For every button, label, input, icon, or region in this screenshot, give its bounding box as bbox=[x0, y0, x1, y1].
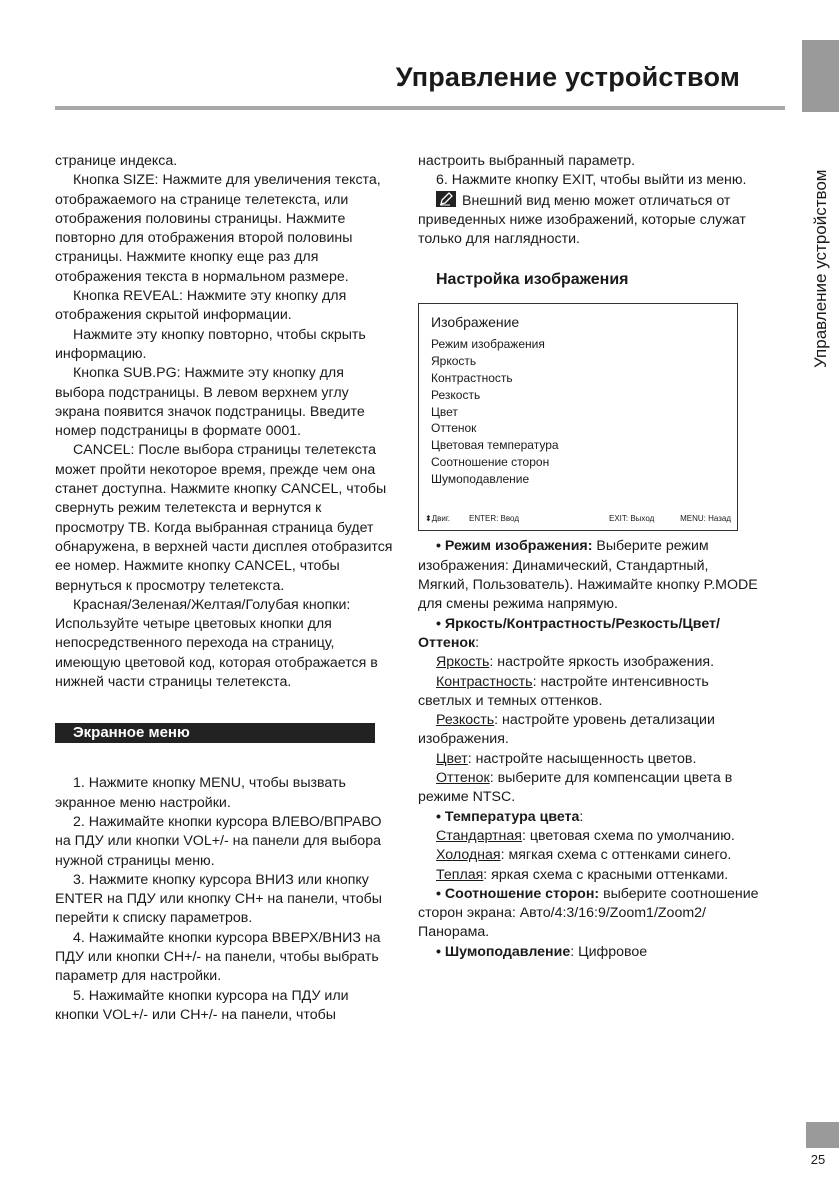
paragraph: Нажмите эту кнопку повторно, чтобы скрыть информацию. bbox=[55, 326, 366, 362]
page-number: 25 bbox=[810, 1152, 826, 1167]
menu-item: Режим изображения bbox=[431, 337, 545, 352]
page-number-marker bbox=[806, 1122, 839, 1148]
picture-menu-screenshot bbox=[418, 303, 738, 531]
step-item: 5. Нажимайте кнопки курсора на ПДУ или кнопки VOL+/- или CH+/- на панели, чтобы bbox=[55, 987, 349, 1023]
menu-footer-enter: ENTER: Ввод bbox=[469, 514, 519, 524]
step-item: 3. Нажмите кнопку курсора ВНИЗ или кнопку ENTER на ПДУ или кнопку CH+ на панели, чтобы перейти к списку параметров. bbox=[55, 871, 382, 927]
side-chapter-label: Управление устройством bbox=[811, 169, 830, 368]
menu-item: Резкость bbox=[431, 387, 481, 402]
menu-item: Оттенок bbox=[431, 421, 477, 436]
step-item: 6. Нажмите кнопку EXIT, чтобы выйти из меню. bbox=[436, 172, 747, 189]
paragraph: Кнопка SIZE: Нажмите для увеличения текста, отображаемого на странице телетекста, или отображения половины страницы. Нажмите повторно для отображения второй половины страницы. Нажмите кнопку еще раз для отображения текста в нормальном размере. bbox=[55, 172, 381, 285]
menu-footer-move: ⬍Двиг. bbox=[425, 514, 451, 524]
paragraph: Кнопка SUB.PG: Нажмите эту кнопку для выбора подстраницы. В левом верхнем углу экрана появится значок подстраницы. Введите номер подстраницы в формате 0001. bbox=[55, 365, 365, 440]
paragraph: Красная/Зеленая/Желтая/Голубая кнопки: Используйте четыре цветовых кнопки для непосредственного перехода на страницу, имеющую цветовой код, которая отображается в нижней части страницы телетекста. bbox=[55, 596, 378, 691]
sharpness-item: Резкость: настройте уровень детализации изображения. bbox=[418, 712, 715, 748]
title-rule bbox=[55, 106, 785, 110]
brightness-item: Яркость: настройте яркость изображения. bbox=[436, 654, 715, 671]
menu-item: Цветовая температура bbox=[431, 438, 559, 453]
menu-item: Контрастность bbox=[431, 371, 513, 386]
paragraph: Кнопка REVEAL: Нажмите эту кнопку для отображения скрытой информации. bbox=[55, 288, 347, 324]
standard-item: Стандартная: цветовая схема по умолчанию. bbox=[436, 827, 735, 844]
warm-item: Теплая: яркая схема с красными оттенками. bbox=[436, 866, 729, 883]
brightness-group-item: • Яркость/Контрастность/Резкость/Цвет/Оттенок: bbox=[418, 615, 720, 651]
menu-item: Соотношение сторон bbox=[431, 455, 550, 470]
tint-item: Оттенок: выберите для компенсации цвета в режиме NTSC. bbox=[418, 770, 733, 806]
side-tab-marker bbox=[802, 40, 839, 112]
menu-item: Цвет bbox=[431, 404, 458, 419]
note-paragraph bbox=[418, 191, 760, 250]
section-heading-picture: Настройка изображения bbox=[436, 271, 629, 289]
menu-list bbox=[431, 336, 559, 487]
color-item: Цвет: настройте насыщенность цветов. bbox=[436, 750, 697, 767]
up-down-arrows-icon: ⬍ bbox=[425, 514, 432, 524]
paragraph: CANCEL: После выбора страницы телетекста может пройти некоторое время, прежде чем она станет доступна. Нажмите кнопку CANCEL, чтобы свернуть режим телетекста и вернутся к просмотру ТВ. Когда выбранная страница будет обнаружена, в верхней части дисплея отобразится ее номер. Нажмите кнопку CANCEL, чтобы вернуться к просмотру телетекста. bbox=[55, 442, 393, 594]
menu-title: Изображение bbox=[431, 314, 520, 331]
menu-footer-exit: EXIT: Выход bbox=[609, 514, 655, 524]
page-title: Управление устройством bbox=[395, 62, 740, 92]
paragraph: странице индекса. bbox=[55, 153, 178, 169]
section-heading-osd: Экранное меню bbox=[55, 723, 375, 743]
left-column bbox=[55, 152, 393, 1025]
step-item: 4. Нажимайте кнопки курсора ВВЕРХ/ВНИЗ на ПДУ или кнопки CH+/- на панели, чтобы выбрать параметр для настройки. bbox=[55, 929, 381, 985]
menu-item: Яркость bbox=[431, 354, 477, 369]
aspect-ratio-item: • Соотношение сторон: выберите соотношение сторон экрана: Авто/4:3/16:9/Zoom1/Zoom2/Панорама. bbox=[418, 885, 759, 941]
note-pencil-icon bbox=[436, 191, 456, 207]
cold-item: Холодная: мягкая схема с оттенками синего. bbox=[436, 847, 732, 864]
step-item: 2. Нажимайте кнопки курсора ВЛЕВО/ВПРАВО на ПДУ или кнопки VOL+/- на панели для выбора нужной страницы меню. bbox=[55, 813, 382, 869]
note-text: Внешний вид меню может отличаться от приведенных ниже изображений, которые служат только для наглядности. bbox=[418, 192, 746, 248]
menu-footer-back: MENU: Назад bbox=[680, 514, 731, 524]
color-temp-item: • Температура цвета: bbox=[436, 808, 584, 825]
paragraph: настроить выбранный параметр. bbox=[418, 153, 636, 169]
step-item: 1. Нажмите кнопку MENU, чтобы вызвать экранное меню настройки. bbox=[55, 775, 346, 811]
picture-mode-item: • Режим изображения: Выберите режим изображения: Динамический, Стандартный, Мягкий, Пользователь). Нажимайте кнопку P.MODE для смены режима напрямую. bbox=[418, 538, 758, 613]
right-column bbox=[418, 152, 760, 962]
noise-reduction-item: • Шумоподавление: Цифровое bbox=[436, 943, 648, 960]
contrast-item: Контрастность: настройте интенсивность светлых и темных оттенков. bbox=[418, 673, 709, 709]
menu-item: Шумоподавление bbox=[431, 471, 530, 486]
